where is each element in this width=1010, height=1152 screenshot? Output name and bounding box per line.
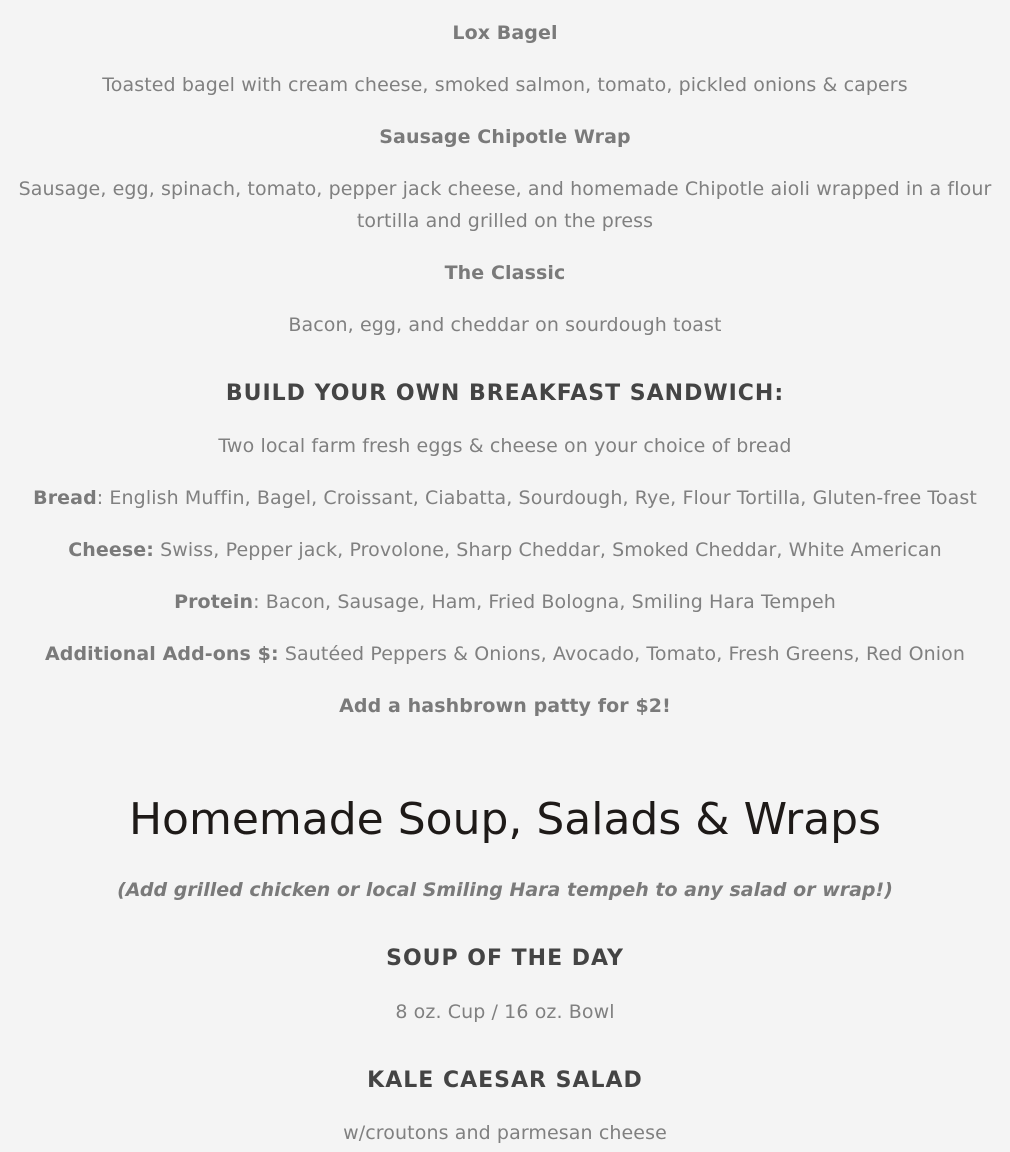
cheese-label: Cheese: <box>68 539 154 561</box>
bread-options-line <box>0 482 1010 514</box>
protein-options: : Bacon, Sausage, Ham, Fried Bologna, Smiling Hara Tempeh <box>253 591 836 613</box>
protein-options-line <box>0 586 1010 618</box>
soup-of-the-day-heading: SOUP OF THE DAY <box>386 946 624 971</box>
soup-of-the-day-desc: 8 oz. Cup / 16 oz. Bowl <box>395 1001 615 1023</box>
kale-caesar-desc: w/croutons and parmesan cheese <box>343 1122 667 1144</box>
bread-options: : English Muffin, Bagel, Croissant, Ciabatta, Sourdough, Rye, Flour Tortilla, Gluten-free Toast <box>96 487 977 509</box>
build-your-own-intro: Two local farm fresh eggs & cheese on your choice of bread <box>218 435 792 457</box>
kale-caesar-heading: KALE CAESAR SALAD <box>367 1068 643 1093</box>
item-desc-sausage-chipotle-wrap: Sausage, egg, spinach, tomato, pepper jack cheese, and homemade Chipotle aioli wrapped in a flour tortilla and grilled on the press <box>18 178 992 232</box>
item-desc-the-classic: Bacon, egg, and cheddar on sourdough toast <box>288 314 722 336</box>
item-name-lox-bagel: Lox Bagel <box>452 22 558 44</box>
addons-label: Additional Add-ons $: <box>44 643 279 665</box>
cheese-options-line <box>0 534 1010 566</box>
addons-options-line <box>0 638 1010 670</box>
cheese-options: Swiss, Pepper jack, Provolone, Sharp Cheddar, Smoked Cheddar, White American <box>153 539 942 561</box>
bread-label: Bread <box>33 487 97 509</box>
soups-section-note: (Add grilled chicken or local Smiling Hara tempeh to any salad or wrap!) <box>117 879 893 901</box>
protein-label: Protein <box>174 591 254 613</box>
addons-options: Sautéed Peppers & Onions, Avocado, Tomato, Fresh Greens, Red Onion <box>278 643 966 665</box>
item-name-the-classic: The Classic <box>444 262 566 284</box>
item-desc-lox-bagel: Toasted bagel with cream cheese, smoked salmon, tomato, pickled onions & capers <box>102 74 908 96</box>
item-name-sausage-chipotle-wrap: Sausage Chipotle Wrap <box>379 126 631 148</box>
soups-salads-wraps-heading: Homemade Soup, Salads & Wraps <box>128 794 882 845</box>
hashbrown-note: Add a hashbrown patty for $2! <box>339 695 671 717</box>
build-your-own-heading: BUILD YOUR OWN BREAKFAST SANDWICH: <box>225 381 785 406</box>
